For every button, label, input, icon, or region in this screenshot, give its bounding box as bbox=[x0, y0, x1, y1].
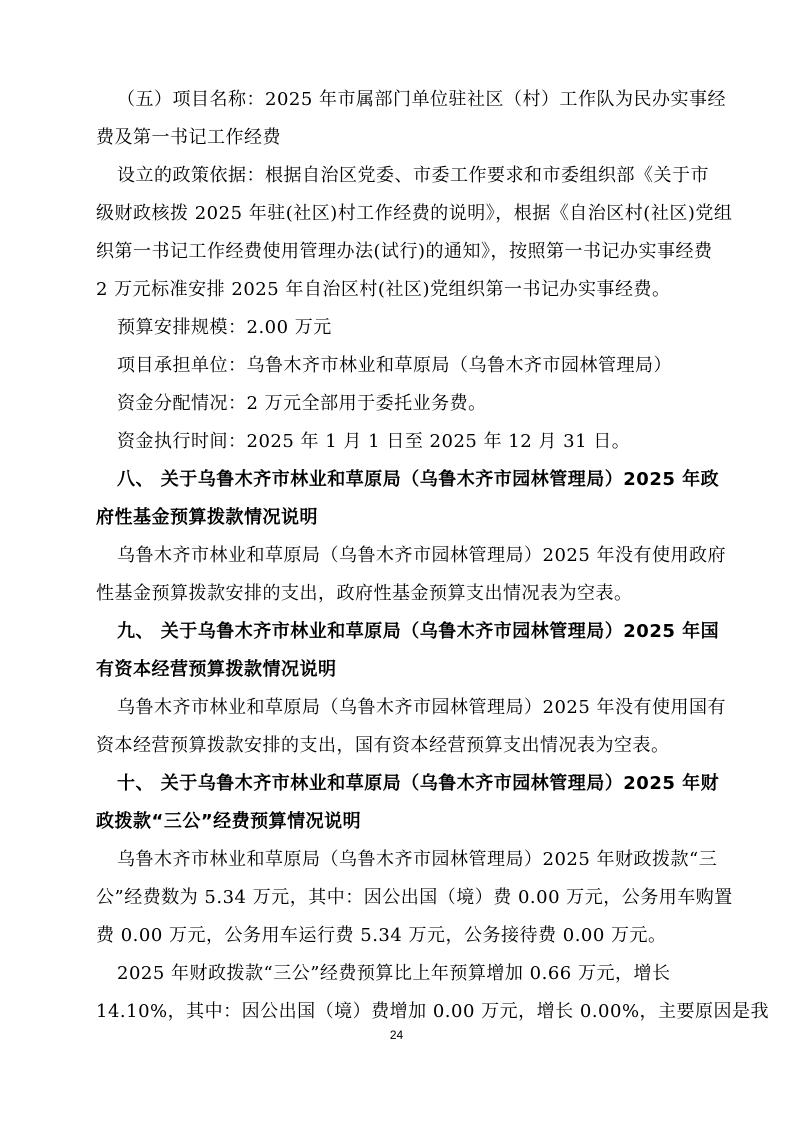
budget-scale: 预算安排规模：2.00 万元 bbox=[117, 317, 332, 338]
execution-period: 资金执行时间：2025 年 1 月 1 日至 2025 年 12 月 31 日。 bbox=[117, 431, 631, 452]
section-10-body-line-3: 费 0.00 万元，公务用车运行费 5.34 万元，公务接待费 0.00 万元。 bbox=[96, 925, 667, 946]
section-9-body-line-2: 资本经营预算拨款安排的支出，国有资本经营预算支出情况表为空表。 bbox=[96, 735, 670, 756]
section-9-heading-line-2: 有资本经营预算拨款情况说明 bbox=[96, 659, 337, 680]
section-10-heading-line-1: 十、 关于乌鲁木齐市林业和草原局（乌鲁木齐市园林管理局）2025 年财 bbox=[117, 773, 720, 794]
fund-allocation: 资金分配情况：2 万元全部用于委托业务费。 bbox=[117, 393, 487, 414]
policy-basis-line-2: 级财政核拨 2025 年驻(社区)村工作经费的说明》，根据《自治区村(社区)党组 bbox=[96, 203, 733, 224]
policy-basis-line-3: 织第一书记工作经费使用管理办法(试行)的通知》，按照第一书记办实事经费 bbox=[96, 241, 713, 262]
policy-basis-line-4: 2 万元标准安排 2025 年自治区村(社区)党组织第一书记办实事经费。 bbox=[96, 279, 671, 300]
section-10-body-line-2: 公”经费数为 5.34 万元，其中：因公出国（境）费 0.00 万元，公务用车购置 bbox=[96, 887, 733, 908]
comparison-line-2: 14.10%，其中：因公出国（境）费增加 0.00 万元，增长 0.00%，主要原因是我 bbox=[96, 1001, 770, 1022]
section-8-body-line-1: 乌鲁木齐市林业和草原局（乌鲁木齐市园林管理局）2025 年没有使用政府 bbox=[117, 545, 727, 566]
section-8-heading-line-2: 府性基金预算拨款情况说明 bbox=[96, 507, 318, 528]
section-8-body-line-2: 性基金预算拨款安排的支出，政府性基金预算支出情况表为空表。 bbox=[96, 583, 633, 604]
section-9-body-line-1: 乌鲁木齐市林业和草原局（乌鲁木齐市园林管理局）2025 年没有使用国有 bbox=[117, 697, 727, 718]
policy-basis-line-1: 设立的政策依据：根据自治区党委、市委工作要求和市委组织部《关于市 bbox=[117, 165, 709, 186]
section-8-heading-line-1: 八、 关于乌鲁木齐市林业和草原局（乌鲁木齐市园林管理局）2025 年政 bbox=[117, 469, 720, 490]
section-10-body-line-1: 乌鲁木齐市林业和草原局（乌鲁木齐市园林管理局）2025 年财政拨款“三 bbox=[117, 849, 718, 870]
section-10-heading-line-2: 政拨款“三公”经费预算情况说明 bbox=[96, 811, 362, 832]
comparison-line-1: 2025 年财政拨款“三公”经费预算比上年预算增加 0.66 万元，增长 bbox=[117, 963, 671, 984]
page-number: 24 bbox=[389, 1028, 404, 1042]
responsible-unit: 项目承担单位：乌鲁木齐市林业和草原局（乌鲁木齐市园林管理局） bbox=[117, 355, 672, 376]
project-title-line-2: 费及第一书记工作经费 bbox=[96, 127, 281, 148]
section-9-heading-line-1: 九、 关于乌鲁木齐市林业和草原局（乌鲁木齐市园林管理局）2025 年国 bbox=[117, 621, 720, 642]
project-title-line-1: （五）项目名称：2025 年市属部门单位驻社区（村）工作队为民办实事经 bbox=[117, 89, 727, 110]
